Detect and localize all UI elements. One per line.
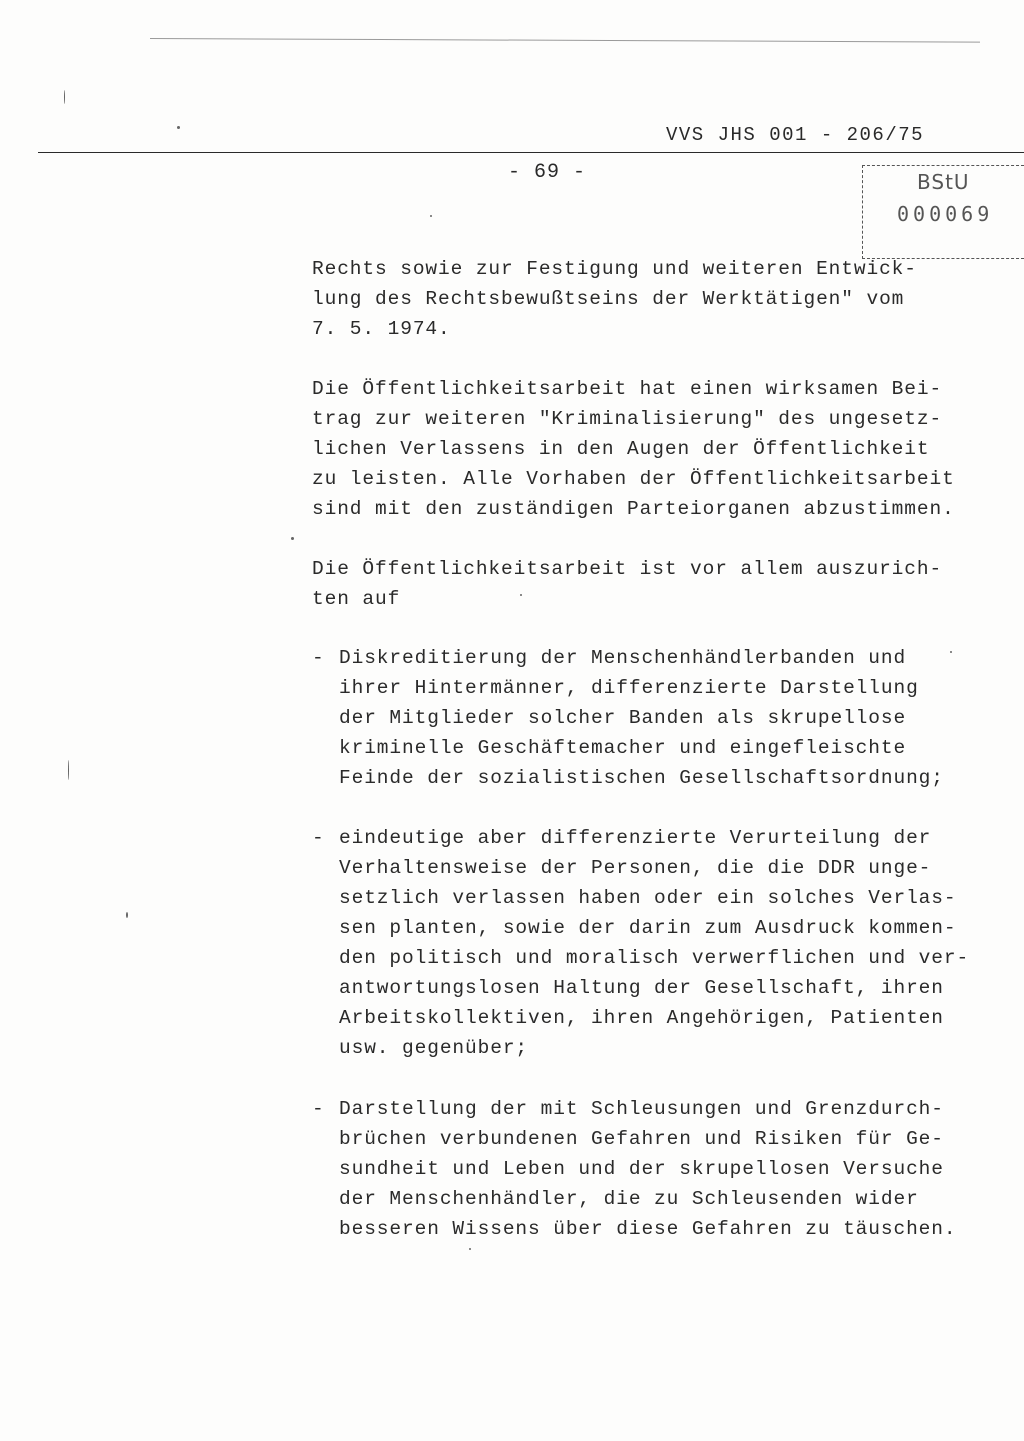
text-line: der Menschenhändler, die zu Schleusenden wider [339, 1188, 919, 1210]
text-line: sen planten, sowie der darin zum Ausdruck kommen- [339, 917, 957, 939]
stamp-archive-label: BStU [917, 170, 970, 194]
text-line: lichen Verlassens in den Augen der Öffentlichkeit [312, 438, 930, 460]
scan-speck [430, 215, 432, 217]
text-line: ihrer Hintermänner, differenzierte Darstellung [339, 677, 919, 699]
bullet-item-2 [312, 823, 972, 1063]
text-line: sind mit den zuständigen Parteiorganen abzustimmen. [312, 498, 955, 520]
bullet-dash: - [312, 1098, 325, 1120]
stamp-archive-number: 000069 [897, 202, 994, 226]
scan-speck [469, 1248, 471, 1250]
document-reference: VVS JHS 001 - 206/75 [666, 124, 925, 146]
text-line: setzlich verlassen haben oder ein solches Verlas- [339, 887, 957, 909]
text-line: ten auf [312, 588, 401, 610]
text-line: Verhaltensweise der Personen, die die DDR unge- [339, 857, 932, 879]
bullet-dash: - [312, 827, 325, 849]
scan-speck [520, 594, 522, 596]
text-line: eindeutige aber differenzierte Verurteilung der [339, 827, 932, 849]
bullet-item-1 [312, 643, 972, 793]
text-line: trag zur weiteren "Kriminalisierung" des ungesetz- [312, 408, 943, 430]
scan-speck [177, 126, 180, 129]
bullet-dash: - [312, 647, 325, 669]
text-line: Die Öffentlichkeitsarbeit ist vor allem auszurich- [312, 558, 943, 580]
text-line: sundheit und Leben und der skrupellosen Versuche [339, 1158, 944, 1180]
text-line: Diskreditierung der Menschenhändlerbanden und [339, 647, 907, 669]
text-line: der Mitglieder solcher Banden als skrupellose [339, 707, 907, 729]
text-line: Arbeitskollektiven, ihren Angehörigen, Patienten [339, 1007, 944, 1029]
text-line: 7. 5. 1974. [312, 318, 451, 340]
top-scan-edge-line [150, 38, 980, 43]
page-number: - 69 - [508, 161, 587, 184]
text-line: zu leisten. Alle Vorhaben der Öffentlichkeitsarbeit [312, 468, 955, 490]
text-line: lung des Rechtsbewußtseins der Werktätigen" vom [312, 288, 905, 310]
text-line: den politisch und moralisch verwerflichen und ver- [339, 947, 970, 969]
scan-speck [950, 651, 952, 653]
text-line: brüchen verbundenen Gefahren und Risiken für Ge- [339, 1128, 944, 1150]
header-divider [38, 152, 1024, 153]
scan-speck [64, 90, 65, 104]
archive-stamp [862, 165, 1024, 259]
text-line: kriminelle Geschäftemacher und eingefleischte [339, 737, 907, 759]
text-line: usw. gegenüber; [339, 1037, 529, 1059]
body-text [312, 254, 962, 614]
text-line: antwortungslosen Haltung der Gesellschaft, ihren [339, 977, 944, 999]
scan-speck [126, 912, 128, 918]
scan-speck [68, 760, 69, 780]
text-line: Die Öffentlichkeitsarbeit hat einen wirksamen Bei- [312, 378, 943, 400]
text-line: besseren Wissens über diese Gefahren zu täuschen. [339, 1218, 957, 1240]
bullet-item-3 [312, 1094, 972, 1244]
scan-speck [291, 537, 294, 540]
text-line: Feinde der sozialistischen Gesellschaftsordnung; [339, 767, 944, 789]
text-line: Rechts sowie zur Festigung und weiteren Entwick- [312, 258, 917, 280]
text-line: Darstellung der mit Schleusungen und Grenzdurch- [339, 1098, 944, 1120]
